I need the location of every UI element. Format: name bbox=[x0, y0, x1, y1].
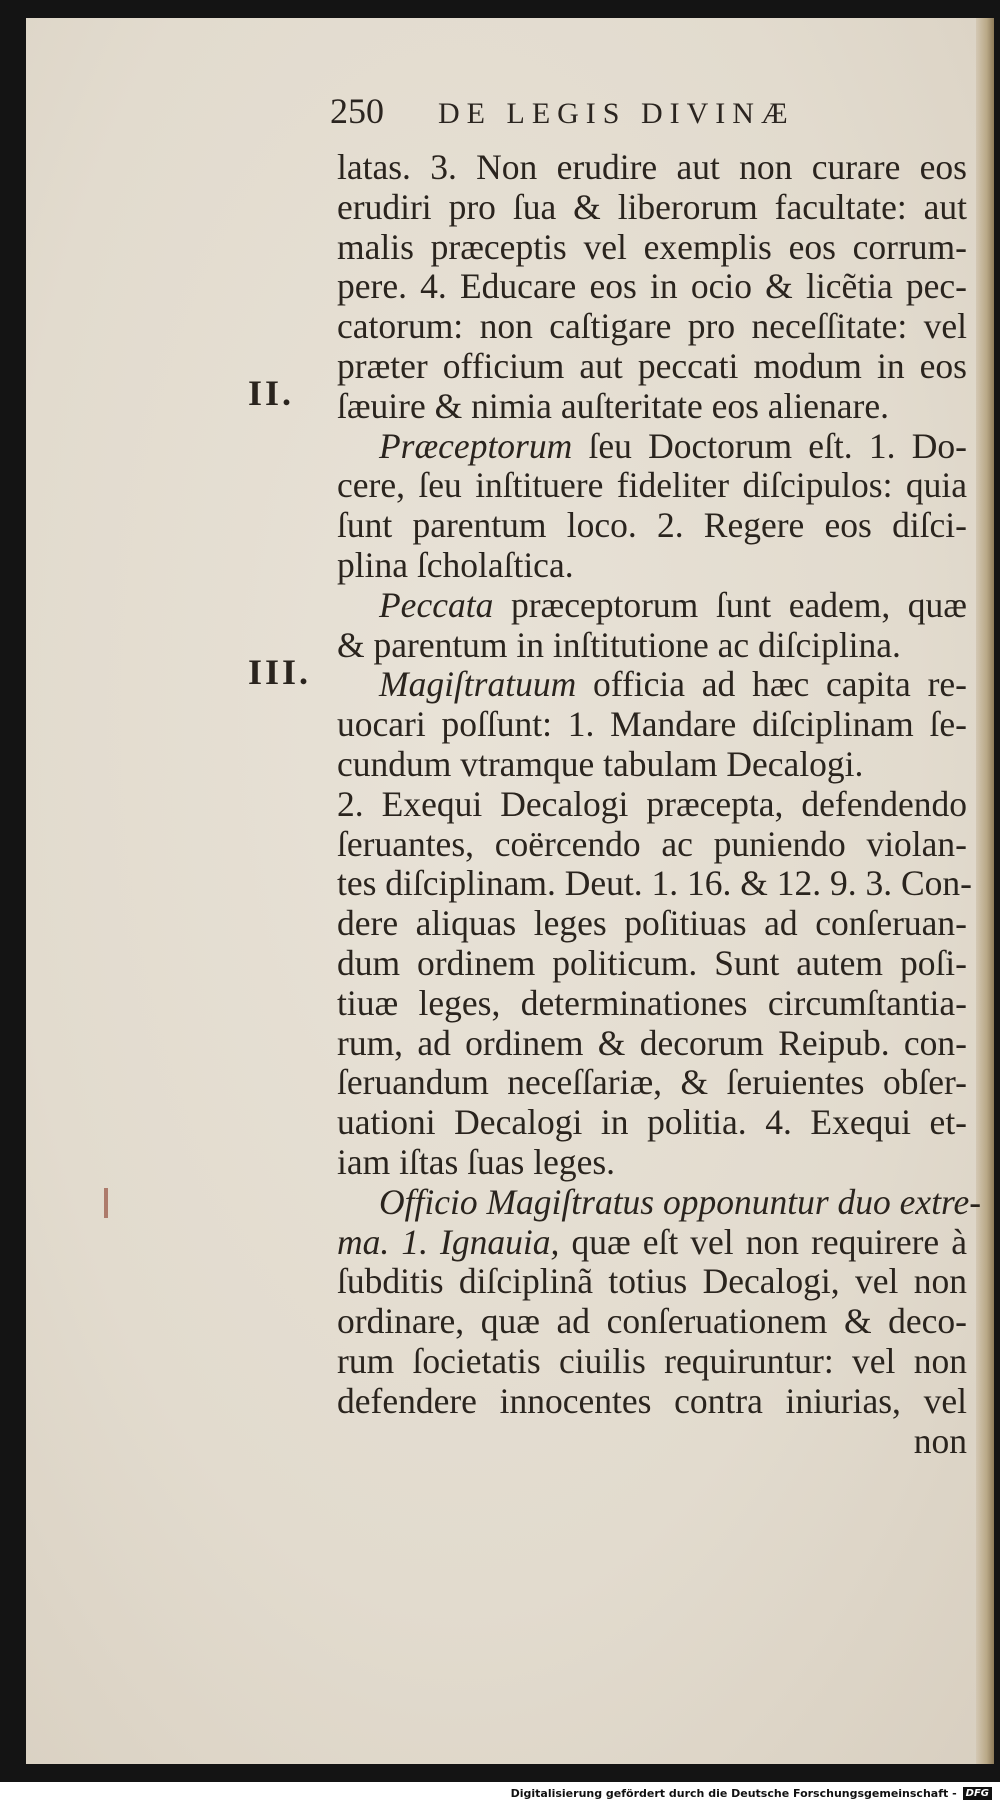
text-line: latas. 3. Non erudire aut non curare eos bbox=[337, 147, 967, 187]
text-line: iam iſtas ſuas leges. bbox=[337, 1141, 616, 1182]
ink-mark bbox=[104, 1188, 108, 1218]
text-line: pere. 4. Educare eos in ocio & licẽtia pec- bbox=[337, 266, 967, 307]
text-line: præter officium aut peccati modum in eos bbox=[337, 345, 967, 386]
text-span: præceptorum ſunt eadem, quæ bbox=[493, 584, 967, 625]
dfg-logo: DFG bbox=[963, 1787, 992, 1800]
text-line: cundum vtramque tabulam Decalogi. bbox=[337, 743, 864, 784]
footer-bar bbox=[0, 1782, 1000, 1805]
text-line: rum ſocietatis ciuilis requiruntur: vel non bbox=[337, 1340, 967, 1381]
text-line: plina ſcholaſtica. bbox=[337, 544, 574, 585]
italic-term: ma. 1. Ignauia, bbox=[337, 1221, 560, 1262]
text-line: uationi Decalogi in politia. 4. Exequi et- bbox=[337, 1102, 967, 1143]
text-line bbox=[337, 586, 967, 626]
text-line: defendere innocentes contra iniurias, vel bbox=[337, 1380, 967, 1421]
text-line: catorum: non caſtigare pro neceſſitate: vel bbox=[337, 306, 967, 347]
text-line: Officio Magiſtratus opponuntur duo extre- bbox=[379, 1181, 982, 1222]
text-span: officia ad hæc capita re- bbox=[576, 664, 967, 705]
page-header bbox=[330, 90, 795, 136]
text-line: dum ordinem politicum. Sunt autem poſi- bbox=[337, 942, 967, 983]
text-line bbox=[337, 427, 967, 467]
margin-number-2: II. bbox=[248, 373, 295, 413]
text-line: & parentum in inſtitutione ac diſciplina. bbox=[337, 624, 901, 665]
running-head: DE LEGIS DIVINÆ bbox=[438, 97, 795, 130]
text-line: uocari poſſunt: 1. Mandare diſciplinam ſe- bbox=[337, 704, 967, 745]
italic-term: Peccata bbox=[379, 584, 494, 625]
text-line: erudiri pro ſua & liberorum facultate: aut bbox=[337, 186, 967, 227]
catchword: non bbox=[913, 1420, 967, 1461]
body-text bbox=[337, 147, 982, 1461]
text-line: cere, ſeu inſtituere fideliter diſcipulos: quia bbox=[337, 465, 967, 506]
italic-term: Magiſtratuum bbox=[379, 664, 577, 705]
text-span: ſeu Doctorum eſt. 1. Do- bbox=[572, 425, 967, 466]
italic-term: Præceptorum bbox=[379, 425, 573, 466]
text-line: ſeruantes, coërcendo ac puniendo violan- bbox=[337, 823, 967, 864]
text-line: tiuæ leges, determinationes circumſtantia- bbox=[337, 982, 967, 1023]
text-line: dere aliquas leges poſitiuas ad conſeruan- bbox=[337, 903, 967, 944]
page-edge bbox=[976, 18, 994, 1764]
text-line bbox=[337, 1223, 967, 1263]
margin-number-3: III. bbox=[248, 652, 312, 692]
text-line: ſeruandum neceſſariæ, & ſeruientes obſer- bbox=[337, 1062, 967, 1103]
text-line: ſæuire & nimia auſteritate eos alienare. bbox=[337, 385, 890, 426]
text-span: quæ eſt vel non requirere à bbox=[559, 1221, 968, 1262]
text-line: ordinare, quæ ad conſeruationem & deco- bbox=[337, 1301, 967, 1342]
text-line: ſunt parentum loco. 2. Regere eos diſci- bbox=[337, 505, 967, 546]
page-number: 250 bbox=[330, 91, 384, 131]
text-line bbox=[337, 665, 967, 705]
funding-credit: Digitalisierung gefördert durch die Deutsche Forschungsgemeinschaft - bbox=[510, 1787, 957, 1800]
text-line: rum, ad ordinem & decorum Reipub. con- bbox=[337, 1022, 967, 1063]
text-line: ſubditis diſciplinã totius Decalogi, vel non bbox=[337, 1261, 967, 1302]
text-line: malis præceptis vel exemplis eos corrum- bbox=[337, 226, 967, 267]
text-line: 2. Exequi Decalogi præcepta, defendendo bbox=[337, 783, 967, 824]
text-line: tes diſciplinam. Deut. 1. 16. & 12. 9. 3. Con- bbox=[337, 863, 972, 904]
